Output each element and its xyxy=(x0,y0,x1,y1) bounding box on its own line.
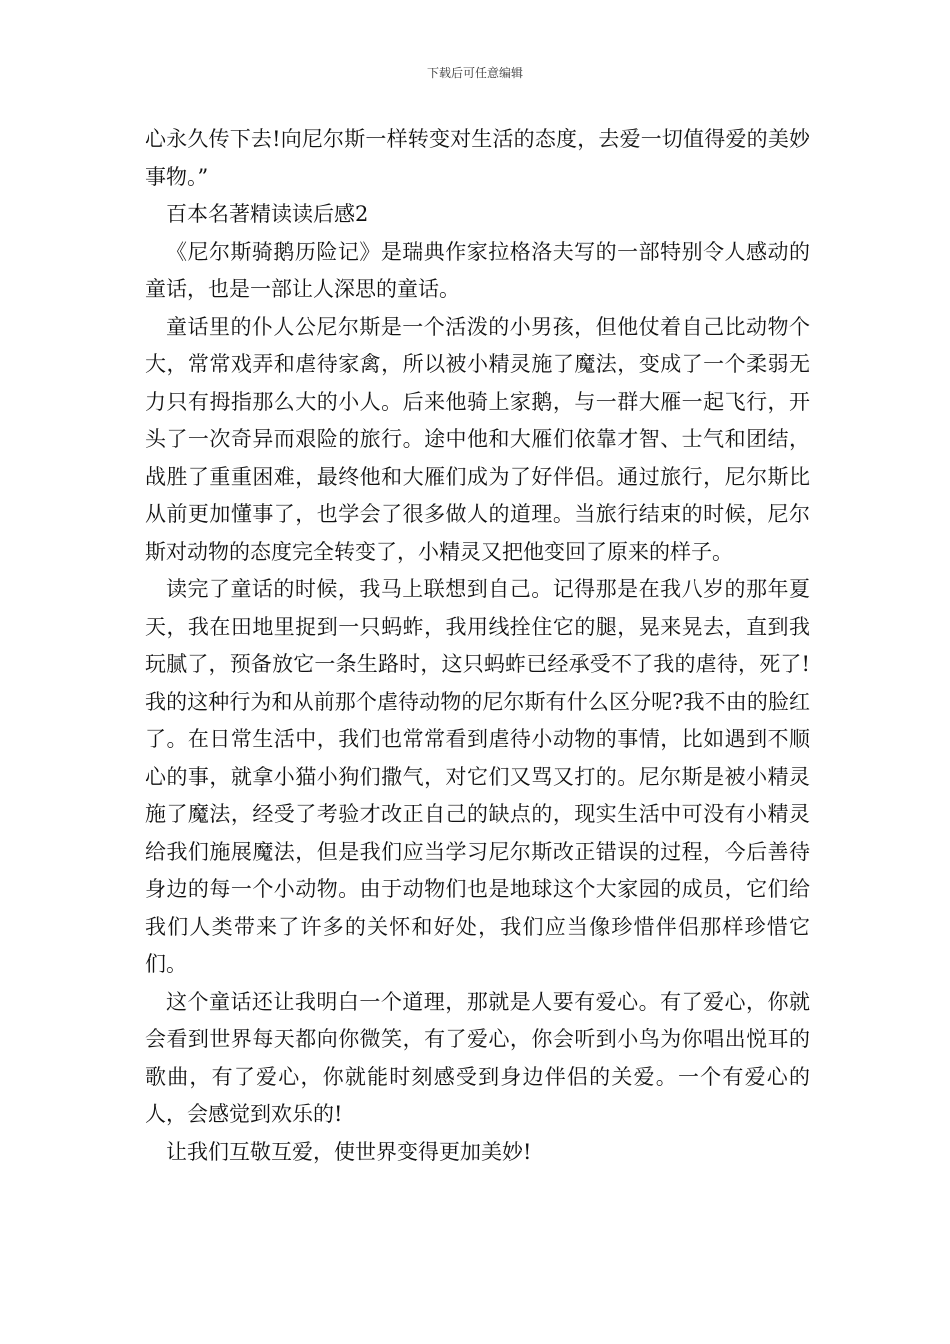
section-heading: 百本名著精读读后感2 xyxy=(166,202,369,226)
paragraph-closing: 让我们互敬互爱，使世界变得更加美妙! xyxy=(166,1139,532,1164)
paragraph-lesson: 这个童话还让我明白一个道理，那就是人要有爱心。有了爱心，你就会看到世界每天都向你微笑，有了爱心，你会听到小鸟为你唱出悦耳的歌曲，有了爱心，你就能时刻感受到身边伴侣的关爱。一个有爱心的人，会感觉到欢乐的! xyxy=(145,989,810,1126)
paragraph-continuation: 心永久传下去!向尼尔斯一样转变对生活的态度，去爱一切值得爱的美妙事物。” xyxy=(145,127,810,189)
paragraph-story: 童话里的仆人公尼尔斯是一个活泼的小男孩，但他仗着自己比动物个大，常常戏弄和虐待家禽，所以被小精灵施了魔法，变成了一个柔弱无力只有拇指那么大的小人。后来他骑上家鹅，与一群大雁一起飞行，开头了一次奇异而艰险的旅行。途中他和大雁们依靠才智、士气和团结，战胜了重重困难，最终他和大雁们成为了好伴侣。通过旅行，尼尔斯比从前更加懂事了，也学会了很多做人的道理。当旅行结束的时候，尼尔斯对动物的态度完全转变了，小精灵又把他变回了原来的样子。 xyxy=(145,314,810,564)
paragraph-intro: 《尼尔斯骑鹅历险记》是瑞典作家拉格洛夫写的一部特别令人感动的童话，也是一部让人深思的童话。 xyxy=(145,239,810,301)
page-header: 下载后可任意编辑 xyxy=(426,66,523,80)
document-body xyxy=(145,121,810,1171)
paragraph-reflection: 读完了童话的时候，我马上联想到自己。记得那是在我八岁的那年夏天，我在田地里捉到一只蚂蚱，我用线拴住它的腿，晃来晃去，直到我玩腻了，预备放它一条生路时，这只蚂蚱已经承受不了我的虐待，死了!我的这种行为和从前那个虐待动物的尼尔斯有什么区分呢?我不由的脸红了。在日常生活中，我们也常常看到虐待小动物的事情，比如遇到不顺心的事，就拿小猫小狗们撒气，对它们又骂又打的。尼尔斯是被小精灵施了魔法，经受了考验才改正自己的缺点的，现实生活中可没有小精灵给我们施展魔法，但是我们应当学习尼尔斯改正错误的过程，今后善待身边的每一个小动物。由于动物们也是地球这个大家园的成员，它们给我们人类带来了许多的关怀和好处，我们应当像珍惜伴侣那样珍惜它们。 xyxy=(145,577,810,976)
